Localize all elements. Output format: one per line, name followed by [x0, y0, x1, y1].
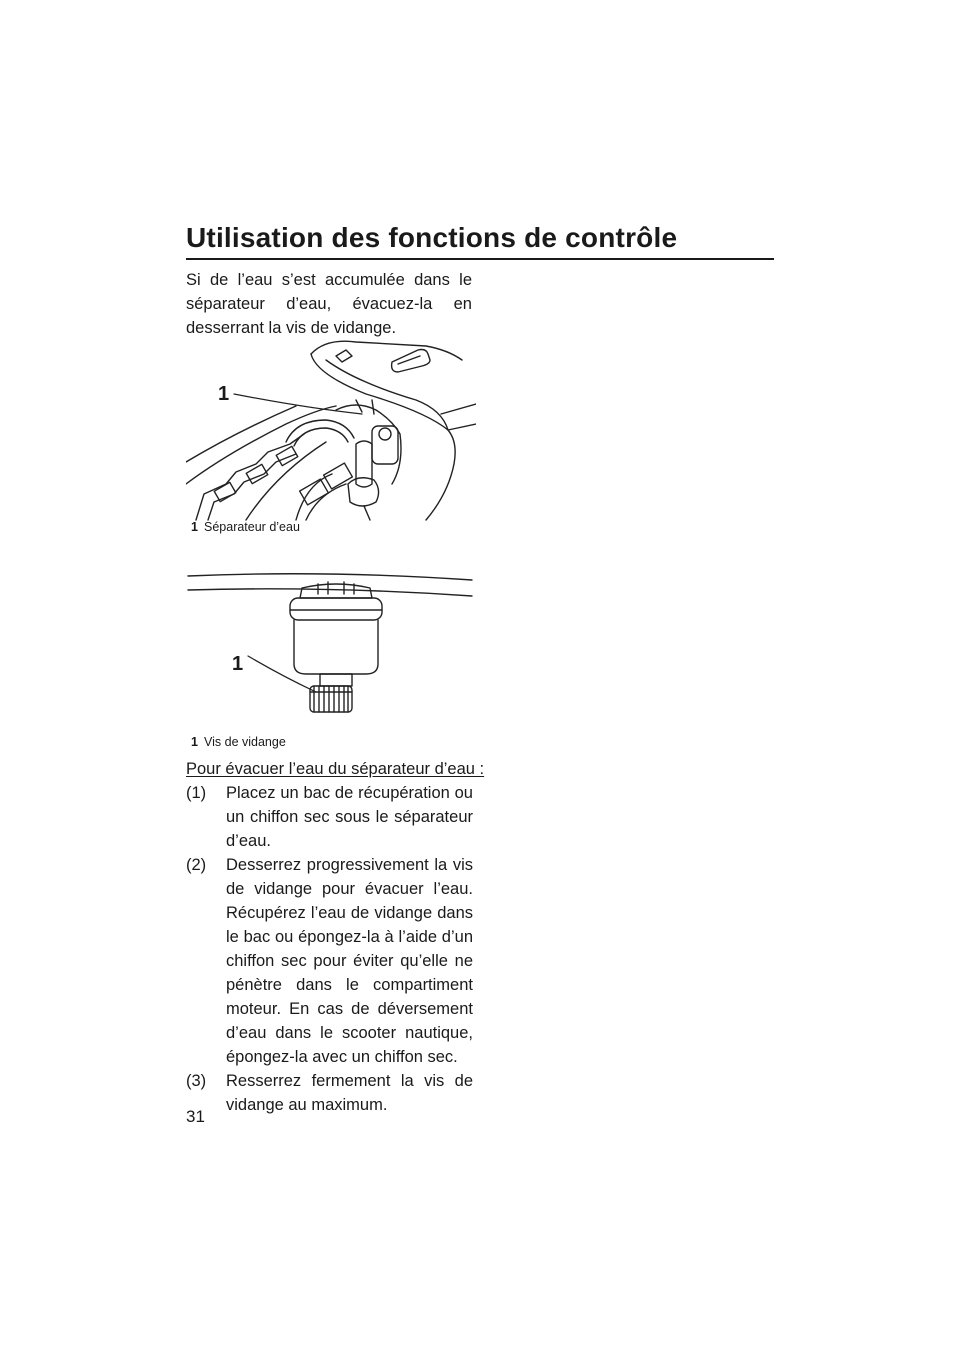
step-number: (3) [186, 1072, 207, 1090]
procedure-title: Pour évacuer l’eau du séparateur d’eau : [186, 760, 485, 778]
step-text: Placez un bac de récupération ou un chiffon sec sous le séparateur d’eau. [226, 784, 473, 850]
procedure-step [186, 781, 473, 853]
procedure-step [186, 1069, 473, 1117]
step-number: (1) [186, 784, 207, 802]
figure1-caption-text: Séparateur d’eau [204, 520, 300, 534]
step-text: Desserrez progressivement la vis de vidange pour évacuer l’eau. Récupérez l’eau de vidange dans le bac ou épongez-la à l’aide d’un chiffon sec pour éviter qu’elle ne pénètre dans le compartiment moteur. En cas de déversement d’eau dans le scooter nautique, épongez-la avec un chiffon sec. [226, 856, 473, 1066]
water-separator-illustration [186, 334, 476, 522]
procedure-steps [186, 781, 473, 1117]
step-number: (2) [186, 856, 207, 874]
page-title: Utilisation des fonctions de contrôle [186, 222, 678, 253]
step-text: Resserrez fermement la vis de vidange au maximum. [226, 1072, 473, 1114]
drain-screw-illustration [186, 560, 476, 728]
figure2-caption-number: 1 [191, 735, 198, 749]
figure2-callout: 1 [232, 653, 244, 675]
procedure-step [186, 853, 473, 1069]
figure1-callout: 1 [218, 383, 230, 405]
figure2-caption-text: Vis de vidange [204, 735, 286, 749]
figure1-caption [186, 520, 300, 534]
figure1-caption-number: 1 [191, 520, 198, 534]
intro-paragraph: Si de l’eau s’est accumulée dans le séparateur d’eau, évacuez-la en desserrant la vis de vidange. [186, 271, 472, 337]
figure2-caption [186, 735, 286, 749]
page-number: 31 [186, 1107, 205, 1126]
title-rule [186, 258, 774, 260]
